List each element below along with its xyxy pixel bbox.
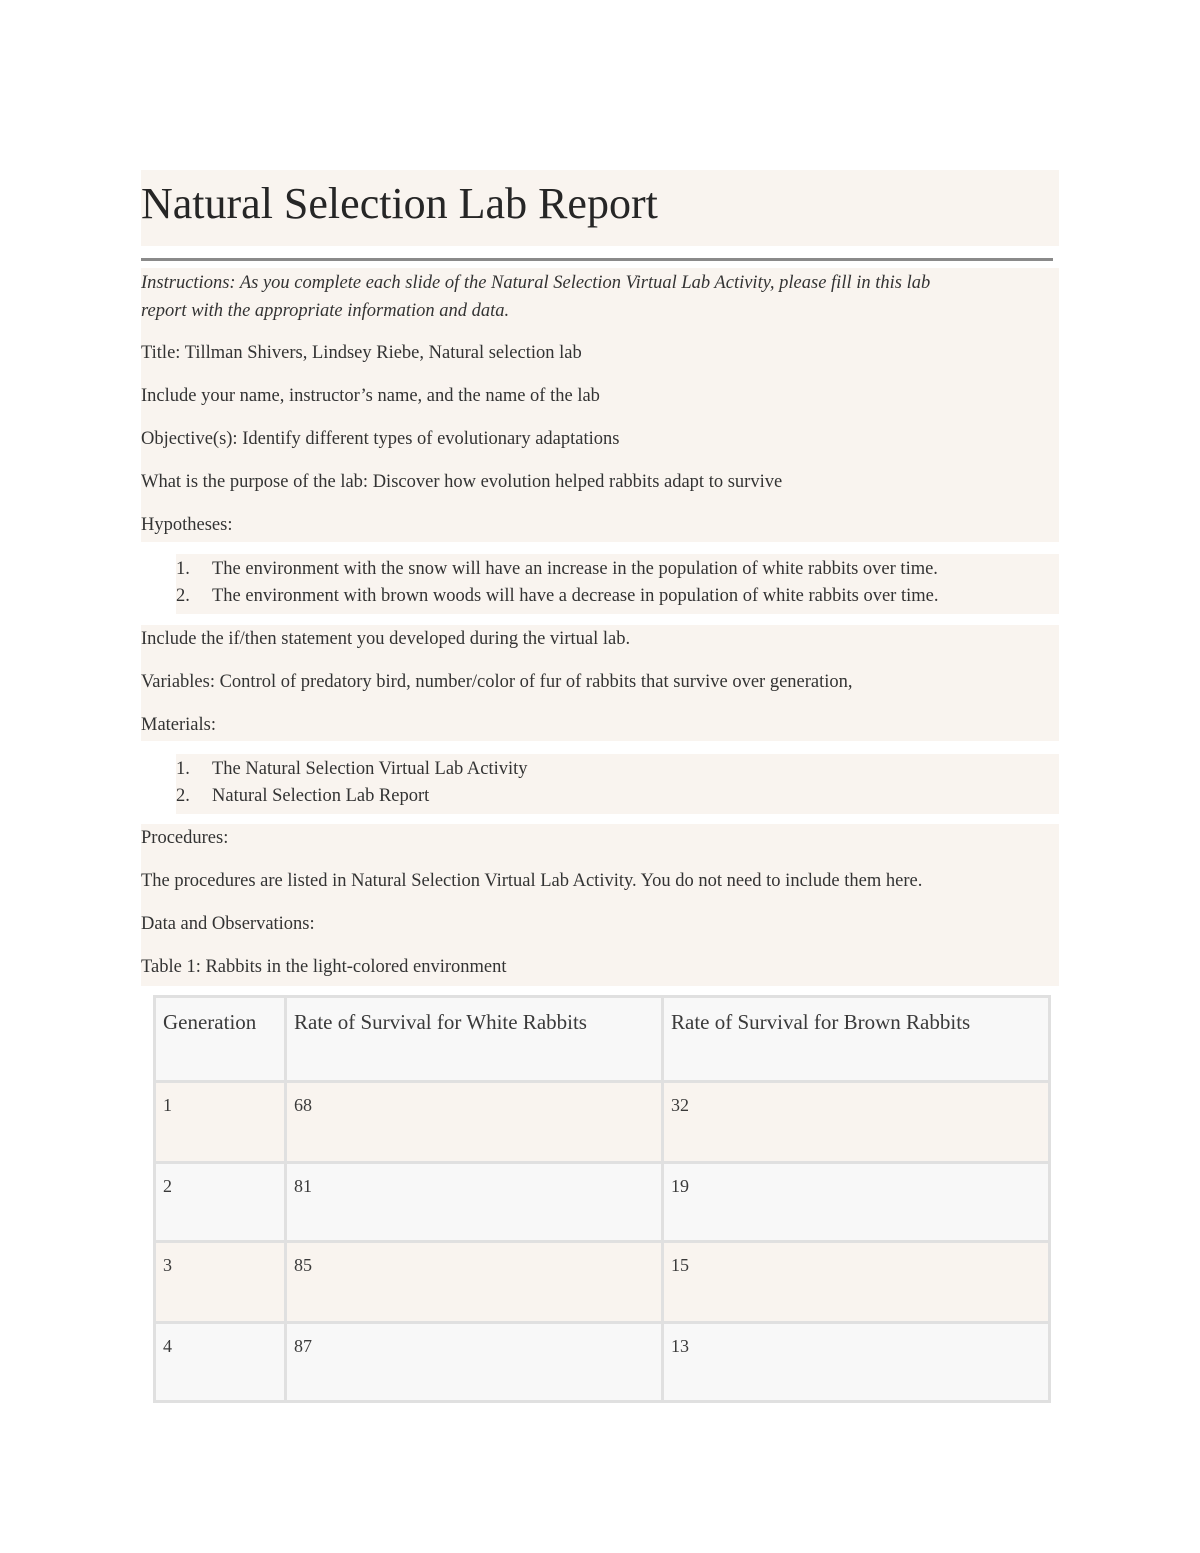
- table-cell: 1: [155, 1082, 286, 1163]
- list-item: 2. Natural Selection Lab Report: [176, 786, 430, 806]
- include-name-note: Include your name, instructor’s name, and the name of the lab: [141, 386, 600, 406]
- instructions-line-2: report with the appropriate information and data.: [141, 301, 510, 321]
- table-header-row: [155, 997, 1050, 1082]
- instructions-line-1: Instructions: As you complete each slide of the Natural Selection Virtual Lab Activity, please fill in this lab: [141, 273, 931, 293]
- materials-label: Materials:: [141, 715, 217, 735]
- rabbit-survival-table: [153, 995, 1051, 1403]
- document-title: Natural Selection Lab Report: [141, 170, 1059, 246]
- table-header-brown: Rate of Survival for Brown Rabbits: [663, 997, 1050, 1082]
- table-cell: 32: [663, 1082, 1050, 1163]
- table-cell: 87: [286, 1323, 663, 1402]
- materials-list: [176, 754, 1059, 814]
- table-cell: 4: [155, 1323, 286, 1402]
- table-cell: 85: [286, 1242, 663, 1323]
- table-row: [155, 1163, 1050, 1242]
- table-cell: 2: [155, 1163, 286, 1242]
- procedures-text: The procedures are listed in Natural Selection Virtual Lab Activity. You do not need to include them here.: [141, 871, 923, 891]
- table-header-white: Rate of Survival for White Rabbits: [286, 997, 663, 1082]
- table-row: [155, 1242, 1050, 1323]
- variables-field: Variables: Control of predatory bird, number/color of fur of rabbits that survive over generation,: [141, 672, 853, 692]
- hypotheses-list: [176, 554, 1059, 614]
- data-observations-label: Data and Observations:: [141, 914, 315, 934]
- table-header-generation: Generation: [155, 997, 286, 1082]
- list-item: 1. The environment with the snow will have an increase in the population of white rabbits over time.: [176, 559, 938, 579]
- table-row: [155, 1082, 1050, 1163]
- table-cell: 19: [663, 1163, 1050, 1242]
- table-caption: Table 1: Rabbits in the light-colored environment: [141, 957, 507, 977]
- table-cell: 13: [663, 1323, 1050, 1402]
- hypotheses-label: Hypotheses:: [141, 515, 233, 535]
- title-divider: [141, 258, 1053, 261]
- objectives-field: Objective(s): Identify different types of evolutionary adaptations: [141, 429, 620, 449]
- ifthen-note: Include the if/then statement you developed during the virtual lab.: [141, 629, 631, 649]
- table-cell: 15: [663, 1242, 1050, 1323]
- procedures-label: Procedures:: [141, 828, 229, 848]
- purpose-field: What is the purpose of the lab: Discover how evolution helped rabbits adapt to survive: [141, 472, 783, 492]
- table-cell: 3: [155, 1242, 286, 1323]
- table-cell: 68: [286, 1082, 663, 1163]
- list-item: 2. The environment with brown woods will have a decrease in population of white rabbits over time.: [176, 586, 939, 606]
- table-cell: 81: [286, 1163, 663, 1242]
- table-row: [155, 1323, 1050, 1402]
- title-field: Title: Tillman Shivers, Lindsey Riebe, Natural selection lab: [141, 343, 582, 363]
- list-item: 1. The Natural Selection Virtual Lab Activity: [176, 759, 528, 779]
